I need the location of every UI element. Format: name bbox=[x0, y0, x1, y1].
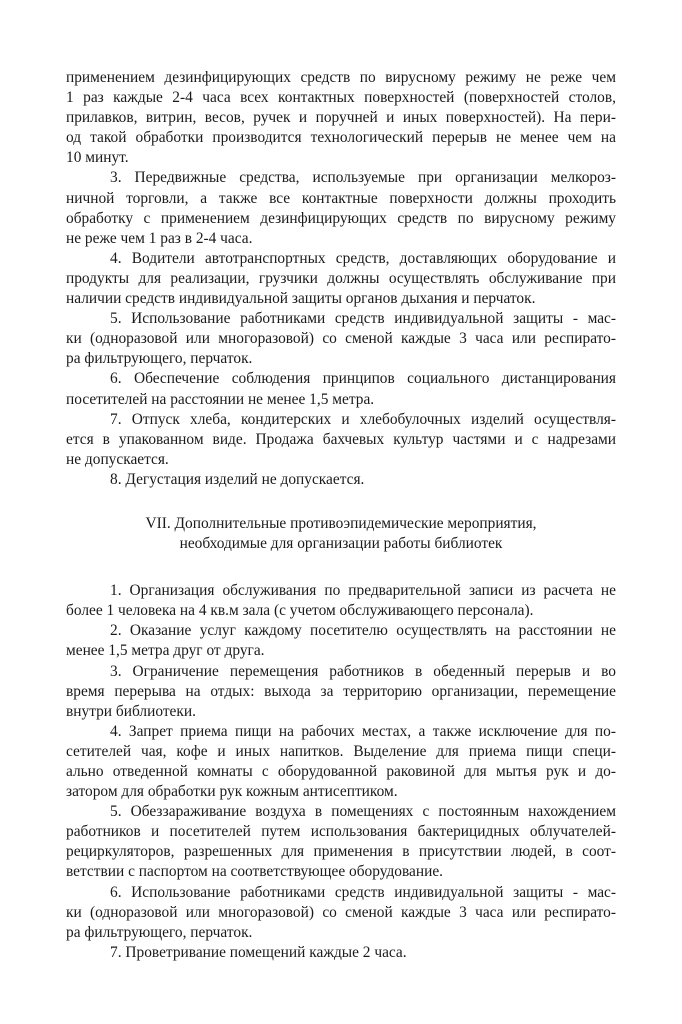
text-line: 4. Водители автотранспортных средств, доставляющих оборудование и bbox=[110, 249, 616, 267]
text-line: работников и посетителей путем использования бактерицидных облучателей- bbox=[66, 823, 616, 841]
paragraph-item-3 bbox=[66, 168, 616, 248]
paragraph-item-4 bbox=[66, 722, 616, 802]
text-line: од такой обработки производится технологический перерыв не менее чем на bbox=[66, 129, 616, 147]
section-heading bbox=[66, 514, 616, 554]
text-line: менее 1,5 метра друг от друга. bbox=[66, 642, 265, 660]
text-line: наличии средств индивидуальной защиты органов дыхания и перчаток. bbox=[66, 290, 536, 308]
text-line: время перерыва на отдых: выхода за территорию организации, перемещение bbox=[66, 682, 616, 700]
text-line: ки (одноразовой или многоразовой) со сменой каждые 3 часа или респирато- bbox=[66, 903, 616, 921]
paragraph-item-3 bbox=[66, 662, 616, 722]
text-line: 6. Обеспечение соблюдения принципов социального дистанцирования bbox=[110, 370, 616, 388]
text-line: прилавков, витрин, весов, ручек и поручней и иных поверхностей). На пери- bbox=[66, 109, 616, 127]
text-line: рециркуляторов, разрешенных для применения в присутствии людей, в соот- bbox=[66, 843, 616, 861]
text-line: 2. Оказание услуг каждому посетителю осуществлять на расстоянии не bbox=[110, 622, 616, 640]
text-line: 1 раз каждые 2-4 часа всех контактных поверхностей (поверхностей столов, bbox=[66, 89, 616, 107]
text-line: ально отведенной комнаты с оборудованной раковиной для мытья рук и до- bbox=[66, 763, 616, 780]
paragraph-item-7 bbox=[66, 943, 616, 963]
text-line: 7. Проветривание помещений каждые 2 часа. bbox=[110, 943, 407, 961]
paragraph-item-5 bbox=[66, 309, 616, 369]
text-line: применением дезинфицирующих средств по вирусному режиму не реже чем bbox=[66, 69, 616, 86]
paragraph-item-1 bbox=[66, 581, 616, 621]
section-b bbox=[66, 581, 616, 963]
text-line: обработку с применением дезинфицирующих средств по вирусному режиму bbox=[66, 209, 616, 227]
text-line: продукты для реализации, грузчики должны осуществлять обслуживание при bbox=[66, 269, 616, 287]
text-line: 10 минут. bbox=[66, 149, 129, 167]
paragraph-continued bbox=[66, 68, 616, 168]
paragraph-item-4 bbox=[66, 249, 616, 309]
paragraph-item-5 bbox=[66, 802, 616, 882]
heading-line-1: VII. Дополнительные противоэпидемические мероприятия, bbox=[145, 514, 537, 532]
text-line: 3. Ограничение перемещения работников в обеденный перерыв и во bbox=[110, 662, 616, 680]
text-line: ки (одноразовой или многоразовой) со сменой каждые 3 часа или респирато- bbox=[66, 330, 616, 348]
text-line: сетителей чая, кофе и иных напитков. Выделение для приема пищи специ- bbox=[66, 742, 616, 760]
text-line: 6. Использование работниками средств индивидуальной защиты - мас- bbox=[110, 883, 616, 901]
paragraph-item-2 bbox=[66, 621, 616, 661]
text-line: 8. Дегустация изделий не допускается. bbox=[110, 470, 365, 488]
heading-line-2: необходимые для организации работы библиотек bbox=[179, 535, 503, 553]
text-line: более 1 человека на 4 кв.м зала (с учетом обслуживающего персонала). bbox=[66, 602, 534, 620]
text-line: 5. Обеззараживание воздуха в помещениях с постоянным нахождением bbox=[110, 803, 616, 821]
text-line: ра фильтрующего, перчаток. bbox=[66, 923, 253, 941]
text-line: затором для обработки рук кожным антисептиком. bbox=[66, 783, 398, 801]
text-line: 3. Передвижные средства, используемые при организации мелкороз- bbox=[110, 169, 616, 187]
paragraph-item-6 bbox=[66, 369, 616, 409]
text-line: ветствии с паспортом на соответствующее оборудование. bbox=[66, 863, 444, 881]
paragraph-item-8 bbox=[66, 470, 616, 490]
text-line: посетителей на расстоянии не менее 1,5 метра. bbox=[66, 390, 375, 408]
text-line: ра фильтрующего, перчаток. bbox=[66, 350, 253, 368]
text-line: 7. Отпуск хлеба, кондитерских и хлебобулочных изделий осуществля- bbox=[110, 410, 616, 428]
text-line: не допускается. bbox=[66, 450, 169, 468]
text-line: ется в упакованном виде. Продажа бахчевых культур частями и с надрезами bbox=[66, 430, 616, 448]
paragraph-item-6 bbox=[66, 883, 616, 943]
paragraph-item-7 bbox=[66, 410, 616, 470]
text-line: не реже чем 1 раз в 2-4 часа. bbox=[66, 229, 253, 247]
text-line: ничной торговли, а также все контактные поверхности должны проходить bbox=[66, 189, 616, 207]
section-a bbox=[66, 68, 616, 490]
text-line: 5. Использование работниками средств индивидуальной защиты - мас- bbox=[110, 310, 616, 328]
text-line: внутри библиотеки. bbox=[66, 702, 196, 720]
text-line: 4. Запрет приема пищи на рабочих местах, а также исключение для по- bbox=[110, 722, 616, 740]
text-line: 1. Организация обслуживания по предварительной записи из расчета не bbox=[110, 582, 616, 600]
